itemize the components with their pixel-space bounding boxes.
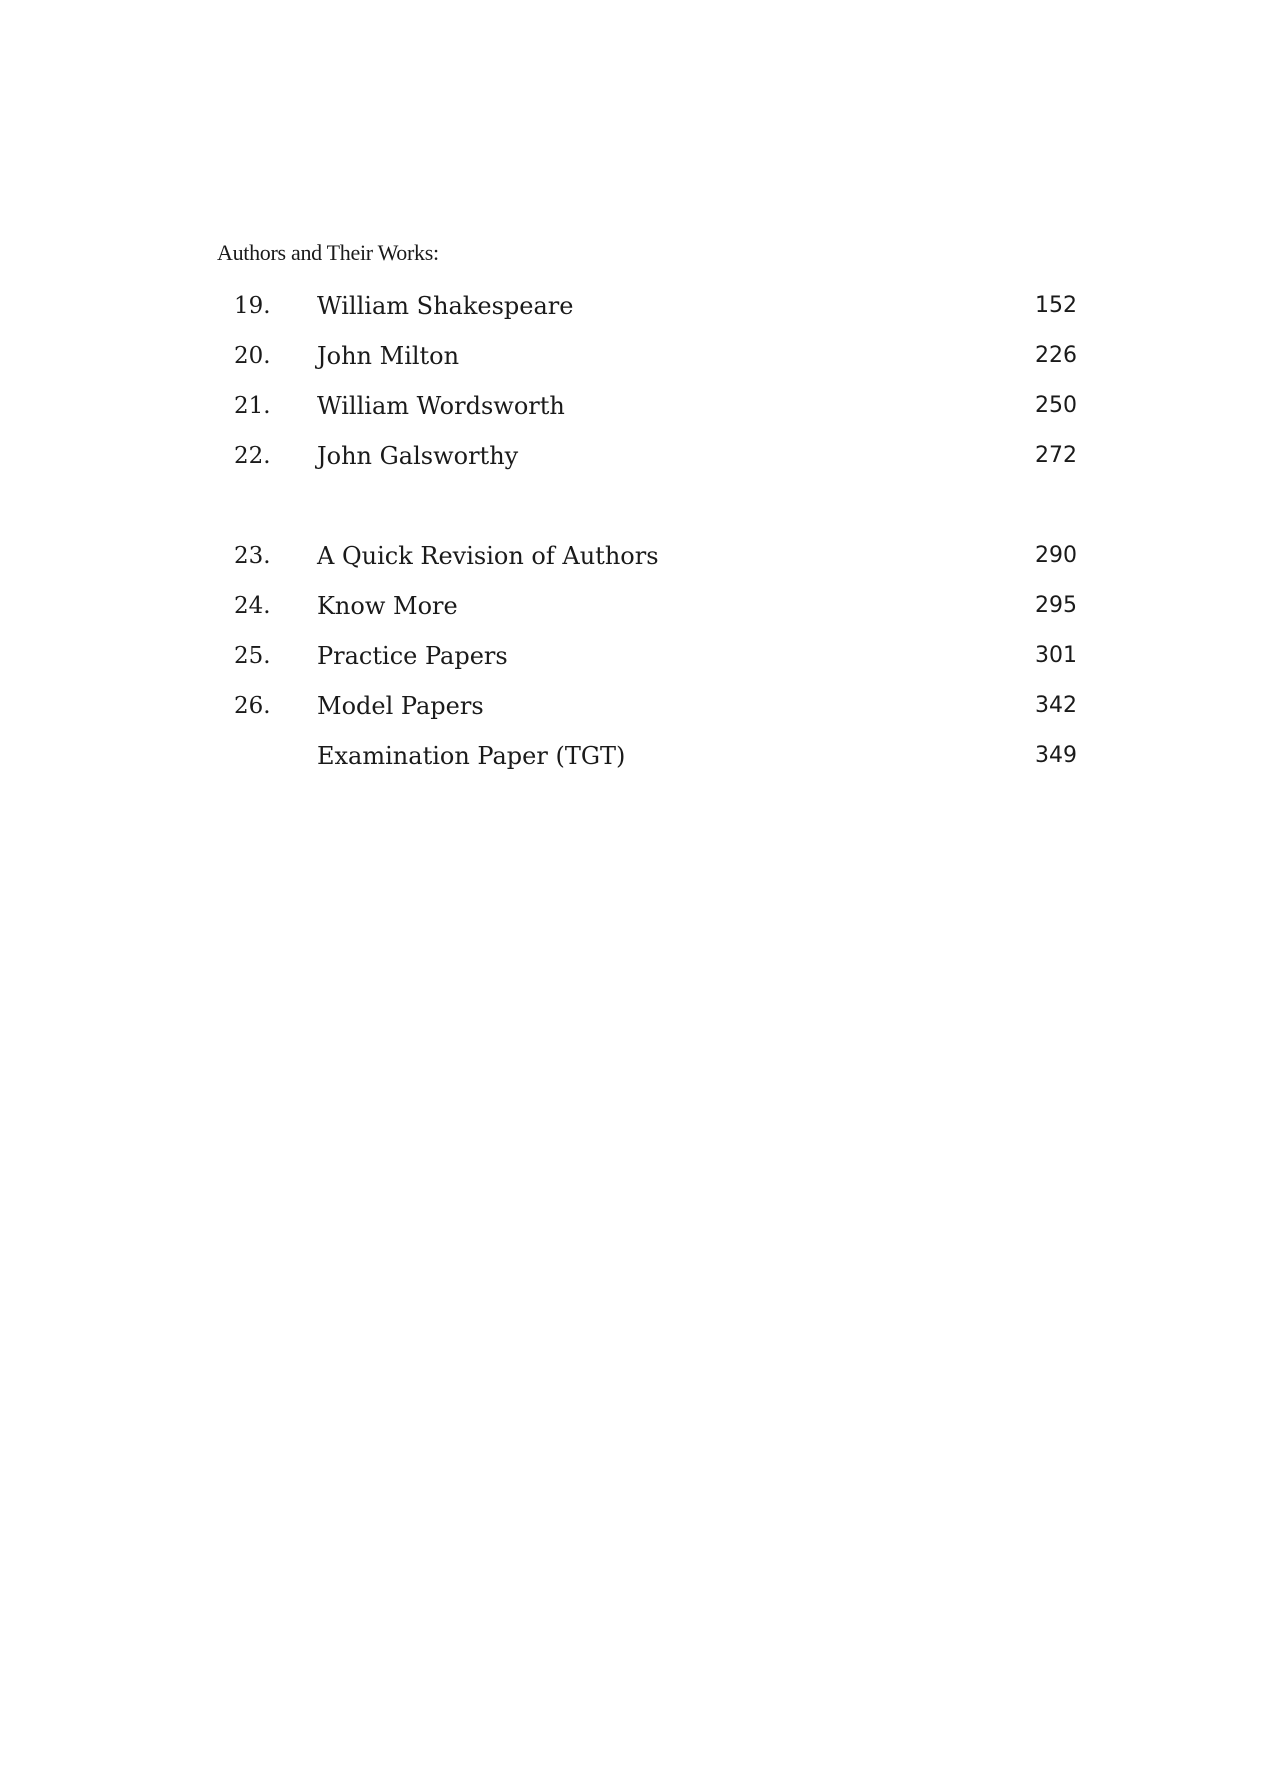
entry-number: 25.	[234, 643, 271, 669]
toc-entry	[0, 686, 1278, 726]
entry-number: 24.	[234, 593, 271, 619]
entry-number: 19.	[234, 293, 271, 319]
entry-number: 22.	[234, 443, 271, 469]
entry-title: Know More	[317, 592, 458, 620]
toc-entry	[0, 336, 1278, 376]
entry-page-number: 152	[1035, 293, 1077, 318]
entry-title: William Shakespeare	[317, 292, 574, 320]
entry-title: John Galsworthy	[317, 442, 519, 470]
entry-page-number: 290	[1035, 543, 1077, 568]
toc-entry	[0, 736, 1278, 776]
section-heading: Authors and Their Works:	[217, 240, 439, 265]
entry-page-number: 295	[1035, 593, 1077, 618]
entry-title: Model Papers	[317, 692, 484, 720]
entry-page-number: 342	[1035, 693, 1077, 718]
toc-entry	[0, 636, 1278, 676]
toc-entry	[0, 436, 1278, 476]
entry-page-number: 301	[1035, 643, 1077, 668]
entry-title: William Wordsworth	[317, 392, 565, 420]
entry-page-number: 226	[1035, 343, 1077, 368]
toc-entry	[0, 386, 1278, 426]
toc-entry	[0, 586, 1278, 626]
entry-title: Examination Paper (TGT)	[317, 742, 626, 770]
entry-page-number: 272	[1035, 443, 1077, 468]
entry-title: John Milton	[317, 342, 460, 370]
entry-title: A Quick Revision of Authors	[317, 542, 659, 570]
entry-page-number: 250	[1035, 393, 1077, 418]
entry-number: 26.	[234, 693, 271, 719]
entry-title: Practice Papers	[317, 642, 508, 670]
entry-number: 23.	[234, 543, 271, 569]
entry-number: 20.	[234, 343, 271, 369]
entry-page-number: 349	[1035, 743, 1077, 768]
toc-entry	[0, 536, 1278, 576]
entry-number: 21.	[234, 393, 271, 419]
toc-entry	[0, 286, 1278, 326]
